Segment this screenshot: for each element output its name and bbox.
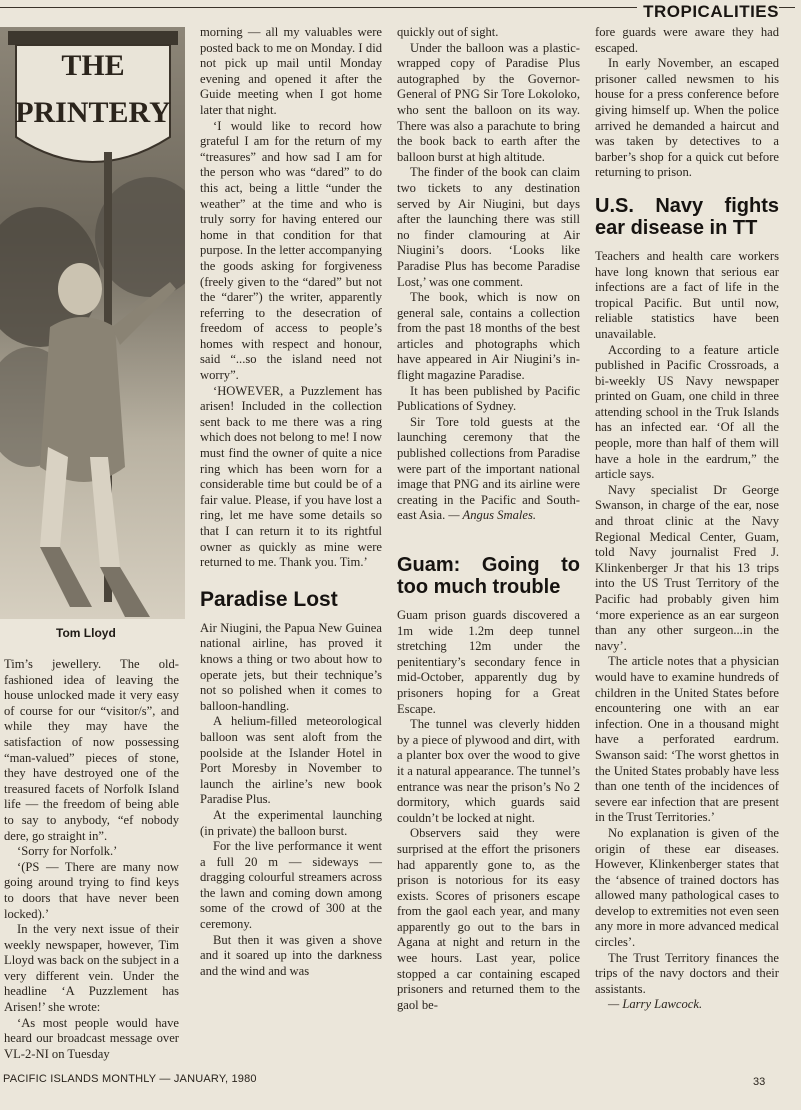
paragraph: ‘HOWEVER, a Puzzlement has arisen! Included in the collection sent back to me there was a ring which does not belong to me! I now must find the owner of quite a nice ring which has been worn for a considerable time but could be of a fair value. Please, if you have lost a ring, let me have some details so that I can return it to its rightful owner as quickly as mine were returned to me. Thank you. Tim.’ [200,383,382,570]
paragraph: A helium-filled meteorological balloon was sent aloft from the poolside at the Islander Hotel in Port Moresby in November to launch the airline’s new book Paradise Plus. [200,714,382,807]
paragraph: Teachers and health care workers have long known that serious ear infections are a fact of life in the tropical Pacific. But until now, reliable statistics have been unavailable. [595,248,779,341]
paragraph: Navy specialist Dr George Swanson, in charge of the ear, nose and throat clinic at the Navy Regional Medical Center, Guam, told Navy journalist Fred J. Klinkenberger Jr that his 13 trips into the US Trust Territory of the Pacific had probably given him ‘more experience as an ear surgeon than any other surgeon...in the navy’. [595,482,779,653]
paragraph: No explanation is given of the origin of these ear diseases. However, Klinkenberger states that the ‘absence of trained doctors has allowed many pathological cases to develop to extremities not even seen any more in more advanced medical circles’. [595,825,779,950]
headline-paradise-lost: Paradise Lost [200,587,338,611]
paragraph: For the live performance it went a full 20 m — sideways — dragging colourful streamers across the lawn and coming down among some of the crowd of 300 at the ceremony. [200,839,382,932]
paragraph: In early November, an escaped prisoner called newsmen to his house for a press conference before giving himself up. When the police arrived he demanded a haircut and was taken by detectives to a barber’s shop for a quick cut before returning to prison. [595,56,779,180]
paragraph: Tim’s jewellery. The old-fashioned idea of leaving the house unlocked made it very easy of course for our “visitor/s”, and while they may have the satisfaction of now possessing “man-valued” pieces of stone, they have destroyed one of the treasured facets of Norfolk Island life — the freedom of being able to say to anybody, “ef nobody dere, go straight in”. [4,657,179,843]
paragraph: Under the balloon was a plastic-wrapped copy of Paradise Plus autographed by the Governor-General of PNG Sir Tore Lokoloko, who sent the balloon on its way. There was also a parachute to bring the book back to earth after the balloon burst at high altitude. [397,40,580,164]
column-1 [4,657,179,1062]
paragraph: ‘Sorry for Norfolk.’ [17,844,118,859]
paragraph: ‘As most people would have heard our broadcast message over VL-2-NI on Tuesday [4,1015,179,1061]
headline-guam: Guam: Going to too much trouble [397,554,580,598]
paragraph: The tunnel was cleverly hidden by a piece of plywood and dirt, with a planter box over the wood to give it a natural appearance. The tunnel’s entrance was near the prison’s No 2 dormitory, which guards said couldn’t be locked at night. [397,717,580,825]
photo-illustration [0,27,185,619]
paragraph: fore guards were aware they had escaped. [595,25,779,55]
paragraph: The article notes that a physician would have to examine hundreds of children in the United States before encountering one with an ear infection. One in a thousand might have a perforated eardrum. Swanson said: ‘The worst ghettos in the United States probably have less than one tenth of the incidences of severe ear infection that are present in the Trust Territories.’ [595,654,779,825]
paragraph: But then it was given a shove and it soared up into the darkness and the wind and was [200,932,382,978]
paragraph: It has been published by Pacific Publications of Sydney. [397,383,580,414]
paragraph: Observers said they were surprised at the effort the prisoners had apparently gone to, as the prison is notorious for its easy exists. Scores of prisoners escape from the gaol each year, and many apparently go out to the bars in Agana at night and return in the wee hours. Last year, police stopped a car containing escaped prisoners and returned them to the gaol be- [397,826,580,1012]
paragraph: ‘(PS — There are many now going around trying to find keys to doors that have never been locked).’ [4,859,179,921]
page-number: 33 [753,1076,766,1088]
paragraph: The finder of the book can claim two tickets to any destination served by Air Niugini, but days after the launching there was still no finder clamouring at Air Niugini’s doors. ‘Looks like Paradise Plus has become Paradise Lost,’ was one comment. [397,165,580,289]
section-header: TROPICALITIES [637,2,779,22]
photo-tom-lloyd [0,27,185,619]
svg-text:PRINTERY: PRINTERY [15,96,171,129]
paragraph: quickly out of sight. [397,25,499,39]
paragraph: According to a feature article published in Pacific Crossroads, a bi-weekly US Navy newspaper printed on Guam, one child in three attending school in the Truk Islands has an infected ear. ‘Of all the people, more than half of them will have a hole in the eardrum,” the article says. [595,342,779,482]
paragraph: In the very next issue of their weekly newspaper, however, Tim Lloyd was back on the subject in a very different vein. Under the headline ‘A Puzzlement has Arisen!’ she wrote: [4,922,179,1015]
paragraph: At the experimental launching (in private) the balloon burst. [200,807,382,838]
paragraph [397,415,580,524]
paragraph: morning — all my valuables were posted back to me on Monday. I did not pick up mail until Monday evening and opened it after the Guide meeting when I got home later that night. [200,25,382,117]
byline: — Larry Lawcock. [608,997,703,1012]
paragraph: The Trust Territory finances the trips of the navy doctors and their assistants. [595,950,779,996]
paragraph-text: Sir Tore told guests at the launching ceremony that the published collections from Paradise were part of the important national image that PNG and its airline were creating in the Pacific and South-east Asia. [397,414,580,523]
paragraph: Air Niugini, the Papua New Guinea national airline, has proved it knows a thing or two about how to operate jets, but their technique’s not so polished when it comes to balloon-handling. [200,620,382,713]
footer-publication: PACIFIC ISLANDS MONTHLY — JANUARY, 1980 [3,1073,257,1085]
column-2 [200,25,382,979]
byline: — Angus Smales. [448,508,536,523]
column-3 [397,25,580,1013]
headline-us-navy: U.S. Navy fights ear disease in TT [595,194,779,239]
paragraph: ‘I would like to record how grateful I am for the return of my “treasures” and how sad I am for the person who was “dared” to do this act, being a little “under the weather” at the time and who is truly sorry for having entered our home in that condition for that purpose. In the letter accompanying the goods asking for forgiveness (freely given to the “dared” but not the “darer”) the writer, apparently referring to the desecration of freedom of access to people’s homes with respect and honour, said “...so the island need not worry”. [200,118,382,383]
photo-caption: Tom Lloyd [56,626,116,640]
paragraph: The book, which is now on general sale, contains a collection from the past 18 months of the best articles and photographs which have appeared in Air Niugini’s in-flight magazine Paradise. [397,290,580,383]
svg-text:THE: THE [61,49,125,82]
column-4 [595,25,779,1013]
paragraph: Guam prison guards discovered a 1m wide 1.2m deep tunnel stretching 12m under the penitentiary’s secondary fence in mid-October, apparently dug by prisoners hoping for a Great Escape. [397,608,580,716]
